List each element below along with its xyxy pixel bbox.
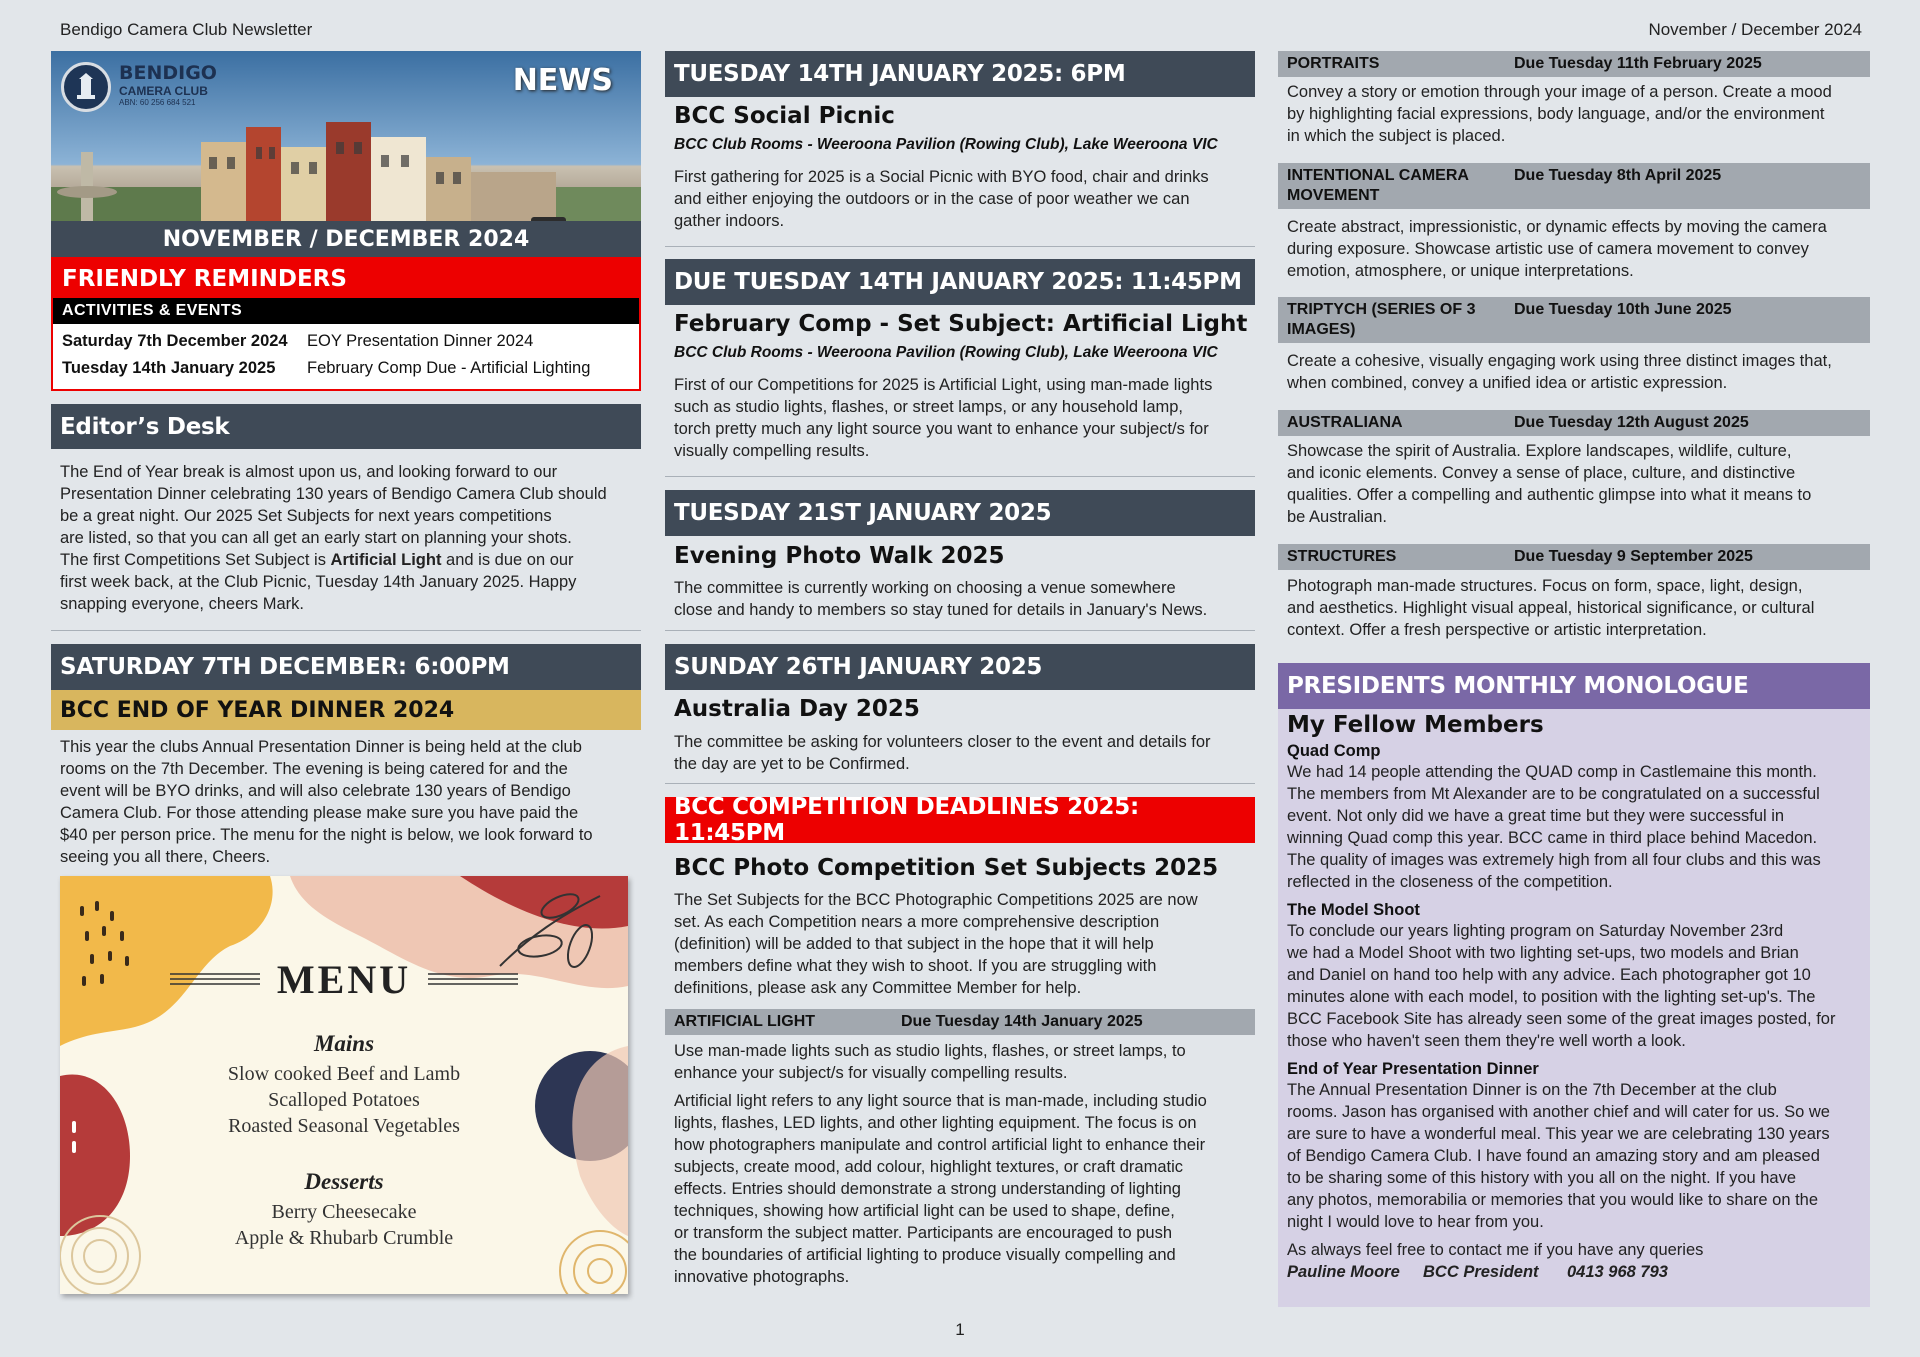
reminder-date: Tuesday 14th January 2025 <box>62 359 276 377</box>
president-signature <box>1278 1261 1870 1283</box>
menu-item: Roasted Seasonal Vegetables <box>228 1115 460 1137</box>
section-heading: End of Year Presentation Dinner <box>1287 1060 1539 1078</box>
subject-name: ARTIFICIAL LIGHT <box>674 1013 816 1030</box>
event-location: BCC Club Rooms - Weeroona Pavilion (Rowing Club), Lake Weeroona VIC <box>674 344 1218 361</box>
page-number: 1 <box>955 1320 965 1339</box>
editors-desk-text: The End of Year break is almost upon us, and looking forward to our Presentation Dinner celebrating 130 years of Bendigo Camera Club should be a great night. Our 2025 Set Subjects for next years competitions are listed, so that you can all get an early start on planning your shots. The first Competitions Set Subject is Artificial Light and is due on our first week back, at the Club Picnic, Tuesday 14th January 2025. Happy snapping everyone, cheers Mark. <box>60 463 607 613</box>
subject-text: Use man-made lights such as studio lights, flashes, or street lamps, to enhance your subject/s for visually compelling results. Artificial light refers to any light source that is man-made, including studio lights, flashes, LED lights, and other lighting equipment. The focus is on how photographers manipulate and control artificial light to enhance their subjects, create mood, add colour, highlight textures, or craft dramatic effects. Entries should demonstrate a strong understanding of lighting techniques, showing how artificial light can be used to shape, define, or transform the subject matter. Participants are encouraged to push the boundaries of artificial lighting to produce visually compelling and innovative photographs. <box>674 1042 1207 1286</box>
subject-bar-structures <box>1278 544 1870 570</box>
president-bar: PRESIDENTS MONTHLY MONOLOGUE <box>1278 663 1870 709</box>
section-text: We had 14 people attending the QUAD comp in Castlemaine this month. The members from Mt Alexander are to be congratulated on a successful event. Not only did we have a great time but they were successful in winning Quad comp this year. BCC came in third place behind Macedon. The quality of images was extremely high from all four clubs and this was reflected in the closeness of the competition. <box>1287 763 1821 891</box>
issue-date: November / December 2024 <box>1648 20 1862 39</box>
deadlines-text: The Set Subjects for the BCC Photographic Competitions 2025 are now set. As each Competition nears a more comprehensive description (definition) will be added to that subject in the hope that it will help members define what they wish to shoot. If you are struggling with definitions, please ask any Committee Member for help. <box>674 891 1198 997</box>
event-title: February Comp - Set Subject: Artificial Light <box>674 311 1248 337</box>
subject-bar-icm <box>1278 163 1870 209</box>
subject-name: STRUCTURES <box>1287 548 1397 565</box>
subject-bar-portraits <box>1278 51 1870 77</box>
president-title: My Fellow Members <box>1287 712 1544 738</box>
dinner-title: BCC END OF YEAR DINNER 2024 <box>51 690 641 730</box>
reminder-row <box>53 328 639 355</box>
subject-bar-artificial-light <box>665 1009 1255 1035</box>
event-title: Australia Day 2025 <box>674 696 920 722</box>
event-text: The committee be asking for volunteers closer to the event and details for the day are yet to be Confirmed. <box>674 733 1211 773</box>
subject-name: PORTRAITS <box>1287 55 1380 72</box>
subject-name: TRIPTYCH (SERIES OF 3 IMAGES) <box>1287 301 1476 338</box>
reminders-title: FRIENDLY REMINDERS <box>53 259 639 298</box>
signature-name: Pauline Moore <box>1287 1263 1400 1281</box>
president-closing: As always feel free to contact me if you have any queries <box>1287 1241 1704 1259</box>
divider <box>665 630 1255 631</box>
dinner-text: This year the clubs Annual Presentation Dinner is being held at the club rooms on the 7th December. The evening is being catered for and the event will be BYO drinks, and will also celebrate 130 years of Bendigo Camera Club. For those attending please make sure you have paid the $40 per person price. The menu for the night is below, we look forward to seeing you all there, Cheers. <box>60 738 593 866</box>
menu-mains <box>60 1031 628 1139</box>
event-date-bar: TUESDAY 14TH JANUARY 2025: 6PM <box>665 51 1255 97</box>
reminder-date: Saturday 7th December 2024 <box>62 332 288 350</box>
president-box <box>1278 709 1870 1307</box>
menu-item: Berry Cheesecake <box>271 1201 417 1223</box>
event-date-bar: SUNDAY 26TH JANUARY 2025 <box>665 644 1255 690</box>
reminders-subtitle: ACTIVITIES & EVENTS <box>53 298 639 324</box>
desserts-heading: Desserts <box>304 1169 384 1194</box>
mains-heading: Mains <box>313 1031 375 1056</box>
subject-name: INTENTIONAL CAMERA MOVEMENT <box>1287 167 1469 204</box>
signature-phone: 0413 968 793 <box>1567 1263 1668 1281</box>
subject-text: Create abstract, impressionistic, or dynamic effects by moving the camera during exposure. Showcase artistic use of camera movement to convey emotion, atmosphere, or unique interpretations. <box>1287 218 1827 280</box>
reminder-row <box>53 355 639 382</box>
menu-title: MENU <box>276 957 412 1002</box>
menu-item: Apple & Rhubarb Crumble <box>234 1227 454 1249</box>
section-heading: Quad Comp <box>1287 742 1381 760</box>
subject-due: Due Tuesday 10th June 2025 <box>1514 301 1732 318</box>
subject-text: Create a cohesive, visually engaging work using three distinct images that, when combined, convey a unified idea or artistic expression. <box>1287 352 1832 392</box>
subject-text: Showcase the spirit of Australia. Explore landscapes, wildlife, culture, and iconic elements. Convey a sense of place, culture, and distinctive qualities. Offer a compelling and authentic glimpse into what it means to be Australian. <box>1287 442 1812 526</box>
event-text: First of our Competitions for 2025 is Artificial Light, using man-made lights such as studio lights, flashes, or street lamps, or any household lamp, torch pretty much any light source you want to enhance your subject/s for visually compelling results. <box>674 376 1213 460</box>
divider <box>665 783 1255 784</box>
newsletter-name: Bendigo Camera Club Newsletter <box>60 20 313 39</box>
dinner-date-bar: SATURDAY 7TH DECEMBER: 6:00PM <box>51 644 641 690</box>
divider <box>665 246 1255 247</box>
editors-desk-header: Editor’s Desk <box>51 404 641 449</box>
section-text: The Annual Presentation Dinner is on the 7th December at the club rooms. Jason has organised with another chief and will cater for us. So we are sure to have a wonderful meal. This year we are celebrating 130 years of Bendigo Camera Club. I have found an amazing story and am pleased to be sharing some of this history with you all on the night. If you have any photos, memorabilia or memories that you would like to share on the night I would love to hear from you. <box>1287 1081 1830 1231</box>
subject-due: Due Tuesday 8th April 2025 <box>1514 167 1722 184</box>
menu-item: Scalloped Potatoes <box>268 1089 420 1111</box>
event-title: BCC Social Picnic <box>674 103 895 129</box>
event-date-bar: DUE TUESDAY 14TH JANUARY 2025: 11:45PM <box>665 259 1255 305</box>
reminder-event: EOY Presentation Dinner 2024 <box>307 332 534 350</box>
subject-bar-australiana <box>1278 410 1870 436</box>
event-date-bar: TUESDAY 21ST JANUARY 2025 <box>665 490 1255 536</box>
news-label: NEWS <box>512 63 613 98</box>
deadlines-title: BCC Photo Competition Set Subjects 2025 <box>674 855 1219 881</box>
subject-bar-triptych <box>1278 297 1870 343</box>
event-text: First gathering for 2025 is a Social Picnic with BYO food, chair and drinks and either enjoying the outdoors or in the case of poor weather we can gather indoors. <box>674 168 1209 230</box>
subject-due: Due Tuesday 14th January 2025 <box>901 1013 1143 1030</box>
signature-role: BCC President <box>1423 1263 1539 1281</box>
friendly-reminders <box>51 257 641 391</box>
event-title: Evening Photo Walk 2025 <box>674 543 1005 569</box>
section-text: To conclude our years lighting program on Saturday November 23rd we had a Model Shoot with two lighting set-ups, two models and Brian and Daniel on hand too help with any advice. Each photographer got 10 minutes alone with each model, to position with the lighting set-up's. The BCC Facebook Site has already seen some of the great images posted, for those who haven't seen them they're well worth a look. <box>1287 922 1836 1050</box>
issue-banner: NOVEMBER / DECEMBER 2024 <box>51 221 641 257</box>
president-section <box>1278 1060 1870 1233</box>
divider <box>51 630 641 631</box>
divider <box>665 476 1255 477</box>
menu-desserts <box>60 1169 628 1251</box>
subject-due: Due Tuesday 9 September 2025 <box>1514 548 1753 565</box>
event-location: BCC Club Rooms - Weeroona Pavilion (Rowing Club), Lake Weeroona VIC <box>674 136 1218 153</box>
subject-text: Photograph man-made structures. Focus on form, space, light, design, and aesthetics. Highlight visual appeal, historical significance, or cultural context. Offer a fresh perspective or artistic interpretation. <box>1287 577 1815 639</box>
president-section <box>1278 901 1870 1052</box>
subject-due: Due Tuesday 11th February 2025 <box>1514 55 1762 72</box>
event-text: The committee is currently working on choosing a venue somewhere close and handy to members so stay tuned for details in January's News. <box>674 579 1208 619</box>
dinner-menu-card <box>60 876 628 1294</box>
reminder-event: February Comp Due - Artificial Lighting <box>307 359 591 377</box>
highlight-subject: Artificial Light <box>330 551 442 569</box>
deadlines-bar: BCC COMPETITION DEADLINES 2025: 11:45PM <box>665 797 1255 843</box>
club-logo-icon <box>61 62 111 112</box>
subject-due: Due Tuesday 12th August 2025 <box>1514 414 1749 431</box>
subject-text: Convey a story or emotion through your image of a person. Create a mood by highlighting facial expressions, body language, and/or the environment in which the subject is placed. <box>1287 83 1832 145</box>
subject-name: AUSTRALIANA <box>1287 414 1403 431</box>
president-section <box>1278 742 1870 893</box>
section-heading: The Model Shoot <box>1287 901 1420 919</box>
menu-item: Slow cooked Beef and Lamb <box>227 1063 461 1085</box>
club-logo-text: BENDIGO CAMERA CLUB ABN: 60 256 684 521 <box>119 62 217 107</box>
